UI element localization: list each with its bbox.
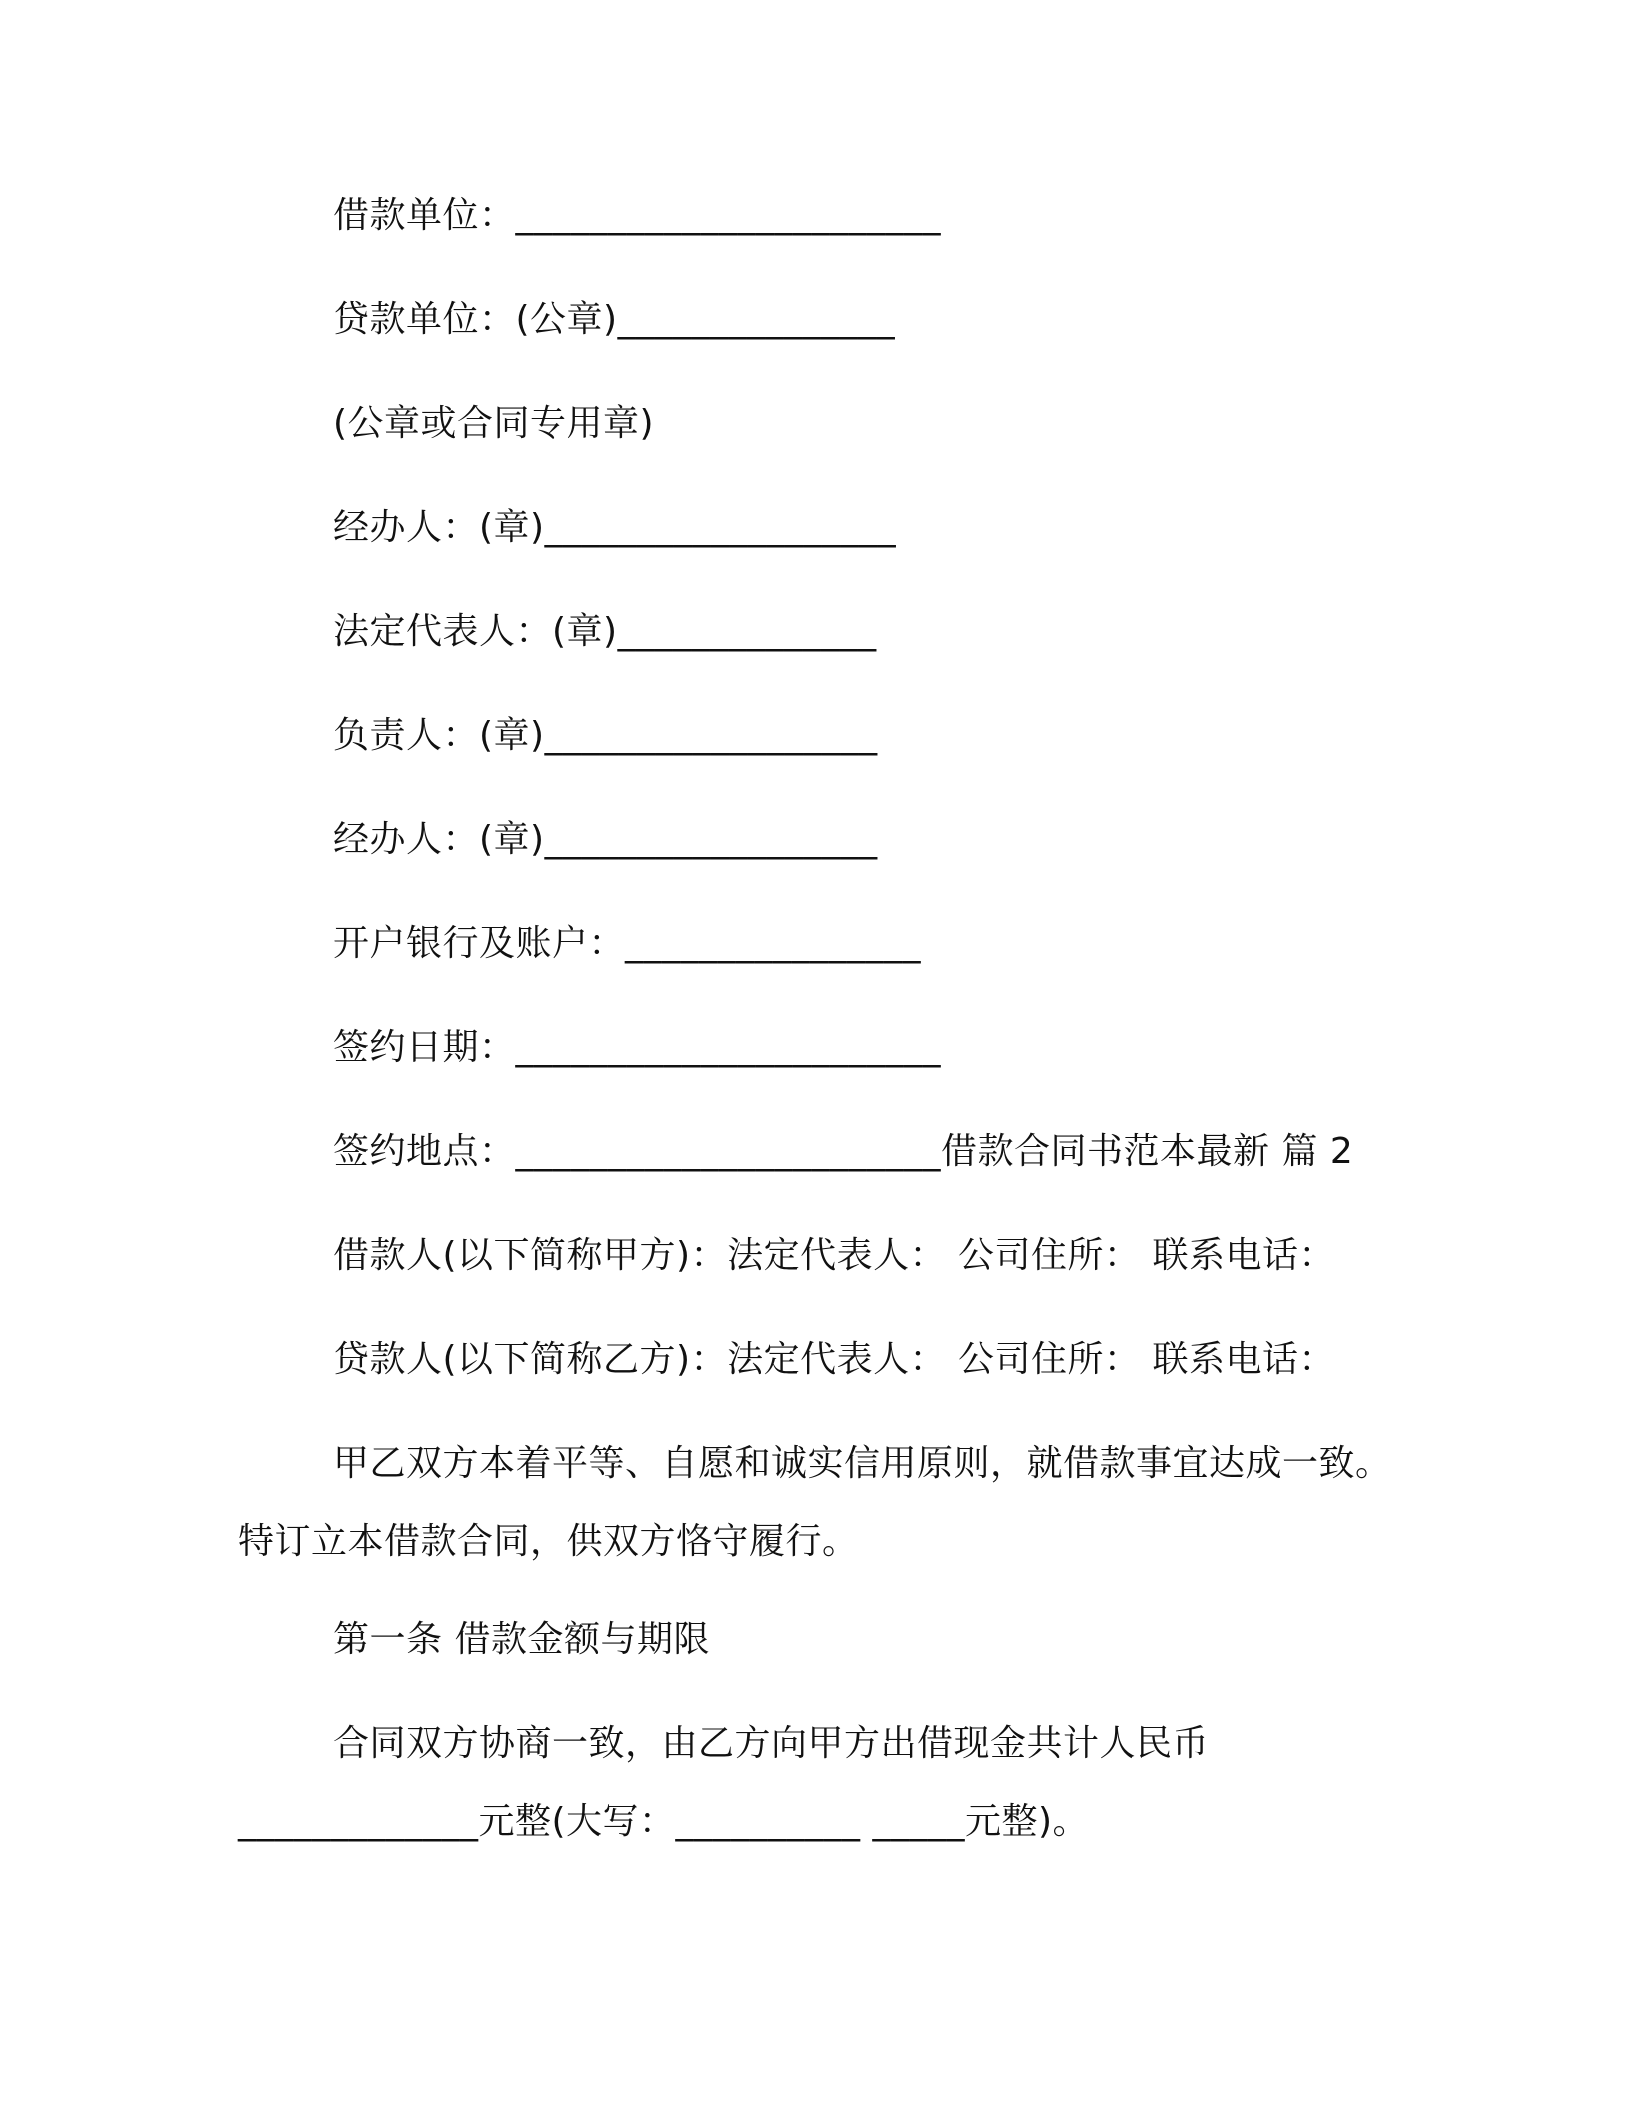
handler-line: 经办人：(章)___________________ bbox=[333, 507, 897, 548]
handler-line-2: 经办人：(章)__________________ bbox=[333, 819, 878, 860]
lender-unit-line: 贷款单位：(公章)_______________ bbox=[333, 299, 896, 340]
seal-note-line: (公章或合同专用章) bbox=[333, 403, 655, 444]
borrower-party-line: 借款人(以下简称甲方)：法定代表人： 公司住所： 联系电话： bbox=[333, 1235, 1335, 1276]
preamble-line-1: 甲乙双方本着平等、自愿和诚实信用原则，就借款事宜达成一致。 bbox=[333, 1443, 1392, 1484]
lender-party-line: 贷款人(以下简称乙方)：法定代表人： 公司住所： 联系电话： bbox=[333, 1339, 1335, 1380]
article-one-text-line-2: _____________元整(大写：__________ _____元整)。 bbox=[238, 1801, 1090, 1842]
article-one-heading: 第一条 借款金额与期限 bbox=[333, 1619, 710, 1660]
bank-account-line: 开户银行及账户：________________ bbox=[333, 923, 922, 964]
article-one-text-line-1: 合同双方协商一致，由乙方向甲方出借现金共计人民币 bbox=[333, 1723, 1210, 1764]
responsible-person-line: 负责人：(章)__________________ bbox=[333, 715, 878, 756]
legal-representative-line: 法定代表人：(章)______________ bbox=[333, 611, 877, 652]
signing-date-line: 签约日期：_______________________ bbox=[333, 1027, 942, 1068]
signing-place-line: 签约地点：_______________________借款合同书范本最新 篇 2 bbox=[333, 1131, 1354, 1172]
preamble-line-2: 特订立本借款合同，供双方恪守履行。 bbox=[238, 1521, 859, 1562]
borrower-unit-line: 借款单位：_______________________ bbox=[333, 195, 942, 236]
